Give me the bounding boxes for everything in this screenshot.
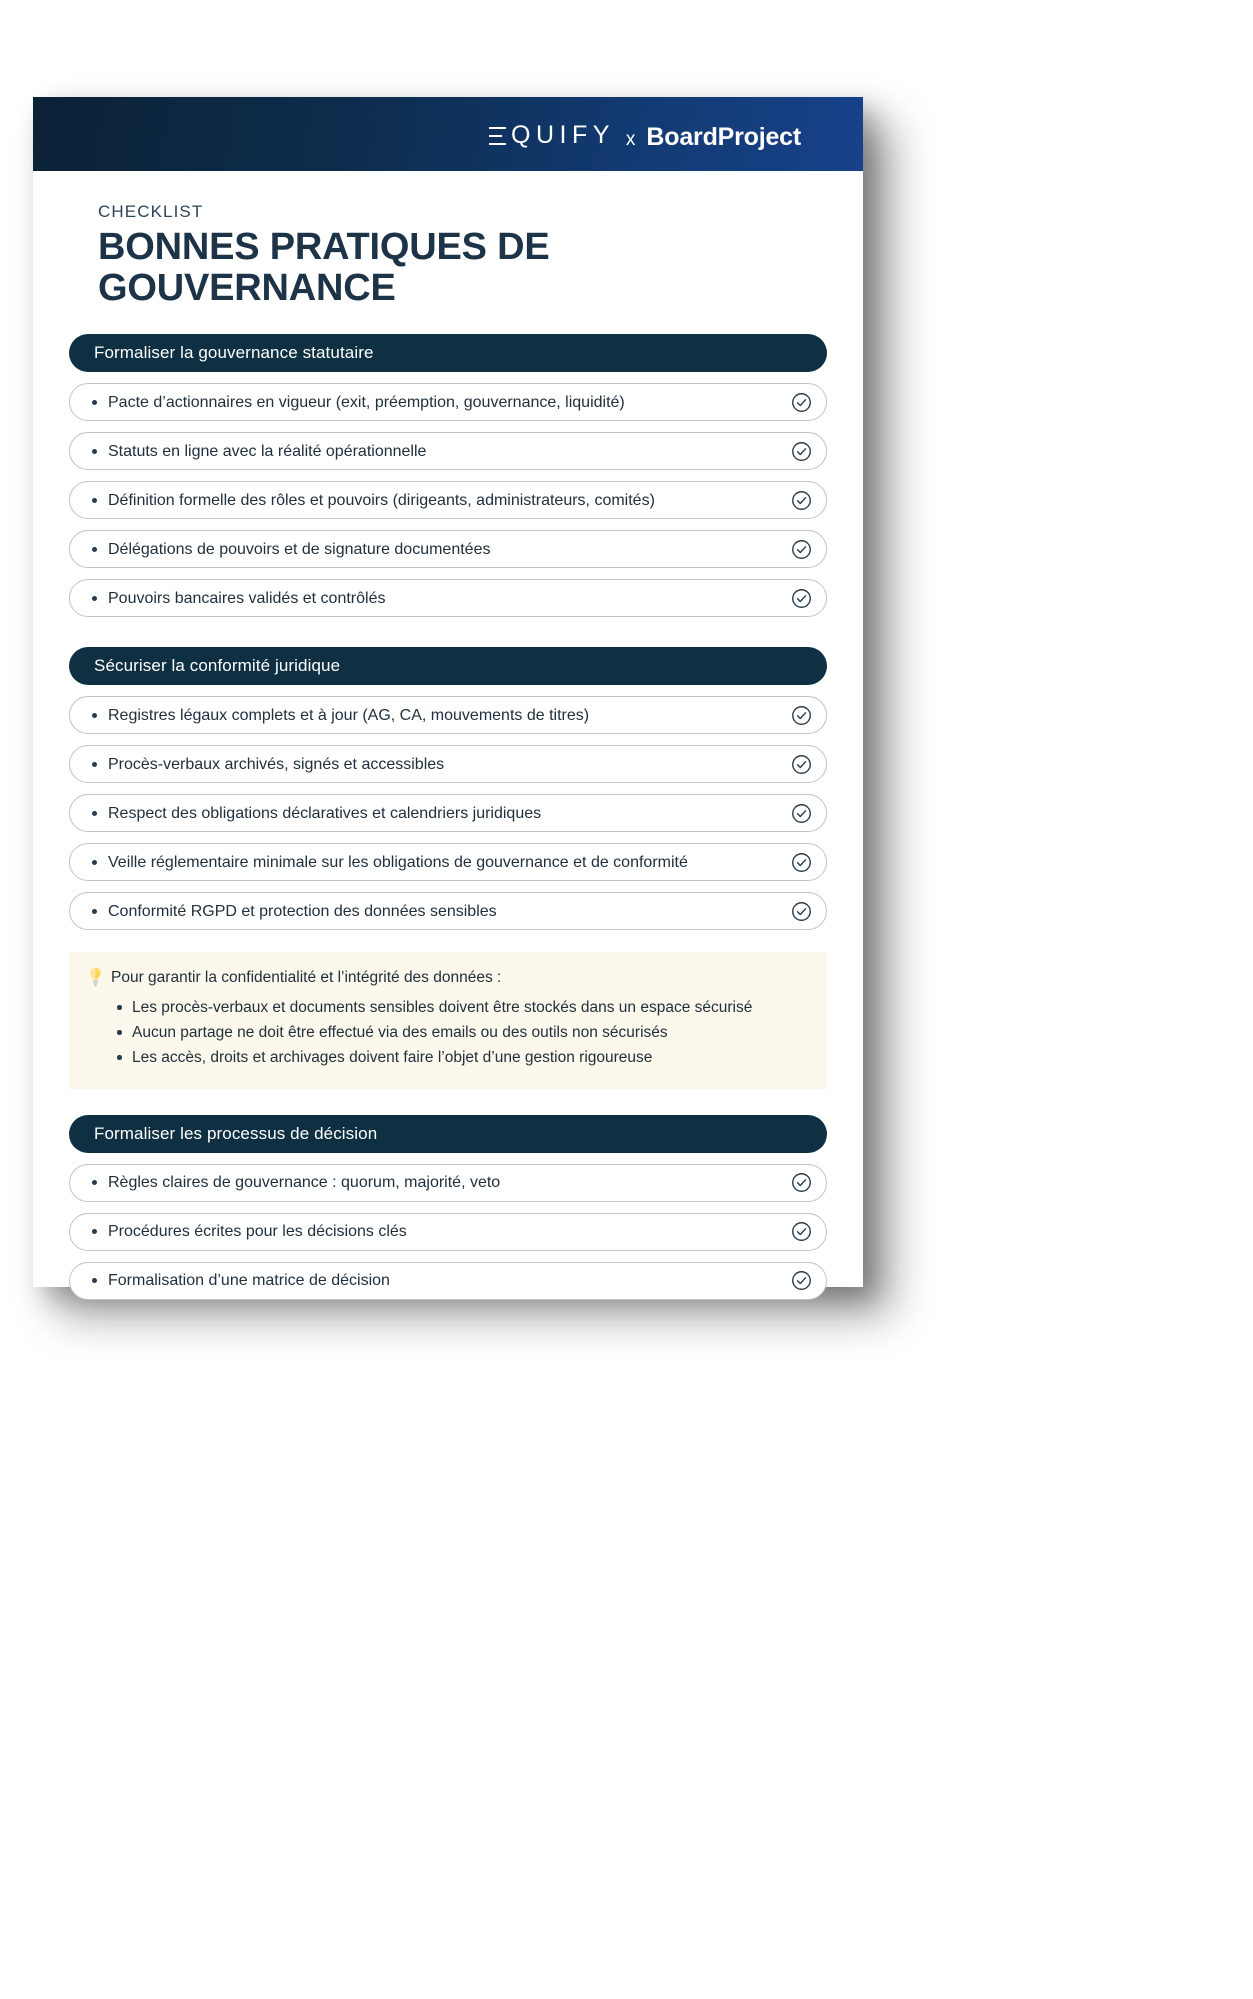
bullet-icon bbox=[92, 400, 97, 405]
equify-wordmark-text: QUIFY bbox=[511, 120, 615, 149]
section-header: Formaliser les processus de décision bbox=[69, 1115, 827, 1153]
check-circle-icon[interactable] bbox=[791, 441, 812, 462]
boardproject-logo: BoardProject bbox=[646, 122, 801, 151]
checklist-row[interactable] bbox=[69, 481, 827, 519]
checklist-row[interactable] bbox=[69, 579, 827, 617]
bullet-icon bbox=[92, 498, 97, 503]
bullet-icon bbox=[92, 1229, 97, 1234]
brand-lockup bbox=[489, 121, 802, 152]
check-circle-icon[interactable] bbox=[791, 1172, 812, 1193]
page-title-line-2: GOUVERNANCE bbox=[98, 266, 396, 309]
brand-separator: x bbox=[625, 128, 636, 150]
checklist-row-label: Délégations de pouvoirs et de signature documentées bbox=[108, 540, 491, 558]
checklist-row-label: Registres légaux complets et à jour (AG, CA, mouvements de titres) bbox=[108, 706, 590, 724]
equify-logo bbox=[489, 121, 615, 150]
checklist-row[interactable] bbox=[69, 843, 827, 881]
tip-bullet-item: Les procès-verbaux et documents sensibles doivent être stockés dans un espace sécurisé bbox=[117, 995, 805, 1020]
check-circle-icon[interactable] bbox=[791, 588, 812, 609]
check-circle-icon[interactable] bbox=[791, 803, 812, 824]
checklist-row[interactable] bbox=[69, 1164, 827, 1202]
checklist-row-label: Règles claires de gouvernance : quorum, majorité, veto bbox=[108, 1173, 501, 1191]
checklist-row-label: Procédures écrites pour les décisions clés bbox=[108, 1222, 407, 1240]
check-circle-icon[interactable] bbox=[791, 539, 812, 560]
checklist-row-label: Définition formelle des rôles et pouvoirs (dirigeants, administrateurs, comités) bbox=[108, 491, 655, 509]
checklist-row[interactable] bbox=[69, 1262, 827, 1300]
tip-intro-row bbox=[87, 968, 805, 989]
bullet-icon bbox=[92, 1180, 97, 1185]
page-title-line-1: BONNES PRATIQUES DE bbox=[98, 226, 550, 268]
checklist-row-label: Veille réglementaire minimale sur les obligations de gouvernance et de conformité bbox=[108, 853, 688, 871]
eyebrow-label: CHECKLIST bbox=[98, 202, 204, 221]
bullet-icon bbox=[92, 449, 97, 454]
bullet-icon bbox=[92, 909, 97, 914]
document-body bbox=[33, 202, 863, 1340]
checklist-row-label: Respect des obligations déclaratives et calendriers juridiques bbox=[108, 804, 542, 822]
tip-bullet-list bbox=[117, 995, 805, 1070]
bullet-icon bbox=[92, 762, 97, 767]
checklist-section bbox=[69, 334, 827, 617]
checklist-section bbox=[69, 1115, 827, 1300]
checklist-row-label: Conformité RGPD et protection des données sensibles bbox=[108, 902, 497, 920]
bottom-spacer bbox=[69, 1300, 827, 1340]
checklist-row[interactable] bbox=[69, 383, 827, 421]
checklist-row[interactable] bbox=[69, 432, 827, 470]
checklist-row-label: Statuts en ligne avec la réalité opérationnelle bbox=[108, 442, 427, 460]
tip-callout bbox=[69, 952, 827, 1088]
bullet-icon bbox=[92, 547, 97, 552]
check-circle-icon[interactable] bbox=[791, 754, 812, 775]
bullet-icon bbox=[92, 596, 97, 601]
checklist-row[interactable] bbox=[69, 745, 827, 783]
bullet-icon bbox=[92, 811, 97, 816]
check-circle-icon[interactable] bbox=[791, 705, 812, 726]
tip-intro-text: Pour garantir la confidentialité et l’intégrité des données : bbox=[111, 969, 502, 987]
tip-bullet-item: Aucun partage ne doit être effectué via des emails ou des outils non sécurisés bbox=[117, 1020, 805, 1045]
checklist-section bbox=[69, 647, 827, 930]
bullet-icon bbox=[92, 860, 97, 865]
section-header: Formaliser la gouvernance statutaire bbox=[69, 334, 827, 372]
document-header-band bbox=[33, 97, 863, 171]
equify-e-glyph-icon bbox=[489, 127, 506, 146]
bullet-icon bbox=[92, 1278, 97, 1283]
checklist-row[interactable] bbox=[69, 892, 827, 930]
checklist-row[interactable] bbox=[69, 1213, 827, 1251]
checklist-row[interactable] bbox=[69, 530, 827, 568]
page-title bbox=[98, 227, 658, 308]
check-circle-icon[interactable] bbox=[791, 490, 812, 511]
check-circle-icon[interactable] bbox=[791, 1221, 812, 1242]
check-circle-icon[interactable] bbox=[791, 852, 812, 873]
checklist-row-label: Procès-verbaux archivés, signés et accessibles bbox=[108, 755, 445, 773]
check-circle-icon[interactable] bbox=[791, 392, 812, 413]
check-circle-icon[interactable] bbox=[791, 1270, 812, 1291]
checklist-row[interactable] bbox=[69, 696, 827, 734]
section-header: Sécuriser la conformité juridique bbox=[69, 647, 827, 685]
document-sheet bbox=[33, 97, 863, 1287]
check-circle-icon[interactable] bbox=[791, 901, 812, 922]
checklist-row-label: Formalisation d’une matrice de décision bbox=[108, 1271, 390, 1289]
checklist-row-label: Pouvoirs bancaires validés et contrôlés bbox=[108, 589, 386, 607]
tip-bullet-item: Les accès, droits et archivages doivent faire l’objet d’une gestion rigoureuse bbox=[117, 1045, 805, 1070]
checklist-row[interactable] bbox=[69, 794, 827, 832]
bullet-icon bbox=[92, 713, 97, 718]
checklist-row-label: Pacte d’actionnaires en vigueur (exit, préemption, gouvernance, liquidité) bbox=[108, 393, 625, 411]
lightbulb-icon bbox=[87, 967, 104, 987]
